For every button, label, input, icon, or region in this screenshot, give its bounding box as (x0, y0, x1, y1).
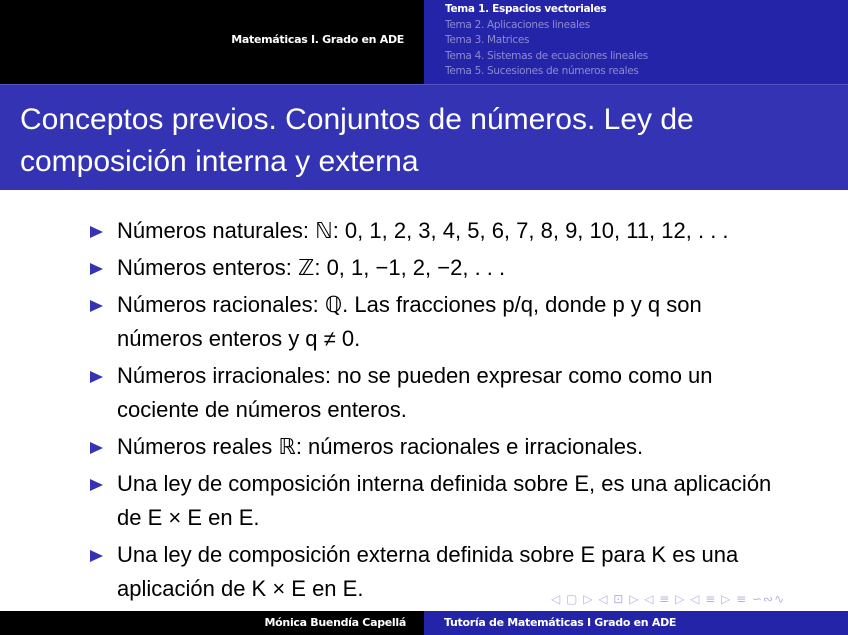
bullet-text: Números reales ℝ: números racionales e irracionales. (117, 434, 644, 459)
footer-title: Tutoría de Matemáticas I Grado en ADE (444, 616, 677, 629)
bullet-triangle-icon (90, 226, 103, 238)
bullet-text: Una ley de composición externa definida sobre E para K es una aplicación de K × E en E. (117, 542, 739, 601)
list-item (90, 359, 790, 427)
headline-left (0, 0, 424, 84)
bullet-triangle-icon (90, 442, 103, 454)
bullet-triangle-icon (90, 479, 103, 491)
section-link-tema-1[interactable]: Tema 1. Espacios vectoriales (445, 3, 607, 15)
bullet-text: Números naturales: ℕ: 0, 1, 2, 3, 4, 5, 6, 7, 8, 9, 10, 11, 12, . . . (117, 218, 729, 243)
footline (0, 611, 848, 635)
bullet-text: Números enteros: ℤ: 0, 1, −1, 2, −2, . . . (117, 255, 506, 280)
section-link-tema-5[interactable]: Tema 5. Sucesiones de números reales (445, 65, 639, 78)
list-item (90, 467, 790, 535)
frame-title: Conceptos previos. Conjuntos de números. Ley de composición interna y externa (20, 103, 694, 178)
list-item (90, 251, 790, 285)
list-item (90, 214, 790, 248)
bullet-triangle-icon (90, 371, 103, 383)
beamer-navigation-icons[interactable]: ◁ ▢ ▷ ◁ ⊡ ▷ ◁ ≡ ▷ ◁ ≡ ▷ ≡ ∽∾∿ (551, 592, 786, 606)
section-link-tema-3[interactable]: Tema 3. Matrices (445, 34, 530, 47)
footline-left (0, 611, 424, 635)
bullet-list (90, 214, 790, 606)
course-title: Matemáticas I. Grado en ADE (231, 33, 404, 46)
list-item (90, 430, 790, 464)
footer-author: Mónica Buendía Capellá (264, 616, 406, 629)
bullet-text: Una ley de composición interna definida sobre E, es una aplicación de E × E en E. (117, 471, 772, 530)
bullet-triangle-icon (90, 263, 103, 275)
bullet-text: Números irracionales: no se pueden expresar como como un cociente de números enteros. (117, 363, 713, 422)
headline (0, 0, 848, 84)
section-list (424, 0, 848, 80)
list-item (90, 288, 790, 356)
bullet-triangle-icon (90, 550, 103, 562)
bullet-text: Números racionales: ℚ. Las fracciones p/q, donde p y q son números enteros y q ≠ 0. (117, 292, 702, 351)
footline-right (424, 611, 848, 635)
section-link-tema-2[interactable]: Tema 2. Aplicaciones lineales (445, 18, 590, 31)
frame-title-bar (0, 84, 848, 190)
bullet-triangle-icon (90, 300, 103, 312)
section-navigation (424, 0, 848, 84)
section-link-tema-4[interactable]: Tema 4. Sistemas de ecuaciones lineales (445, 49, 648, 62)
slide-content (90, 214, 790, 609)
